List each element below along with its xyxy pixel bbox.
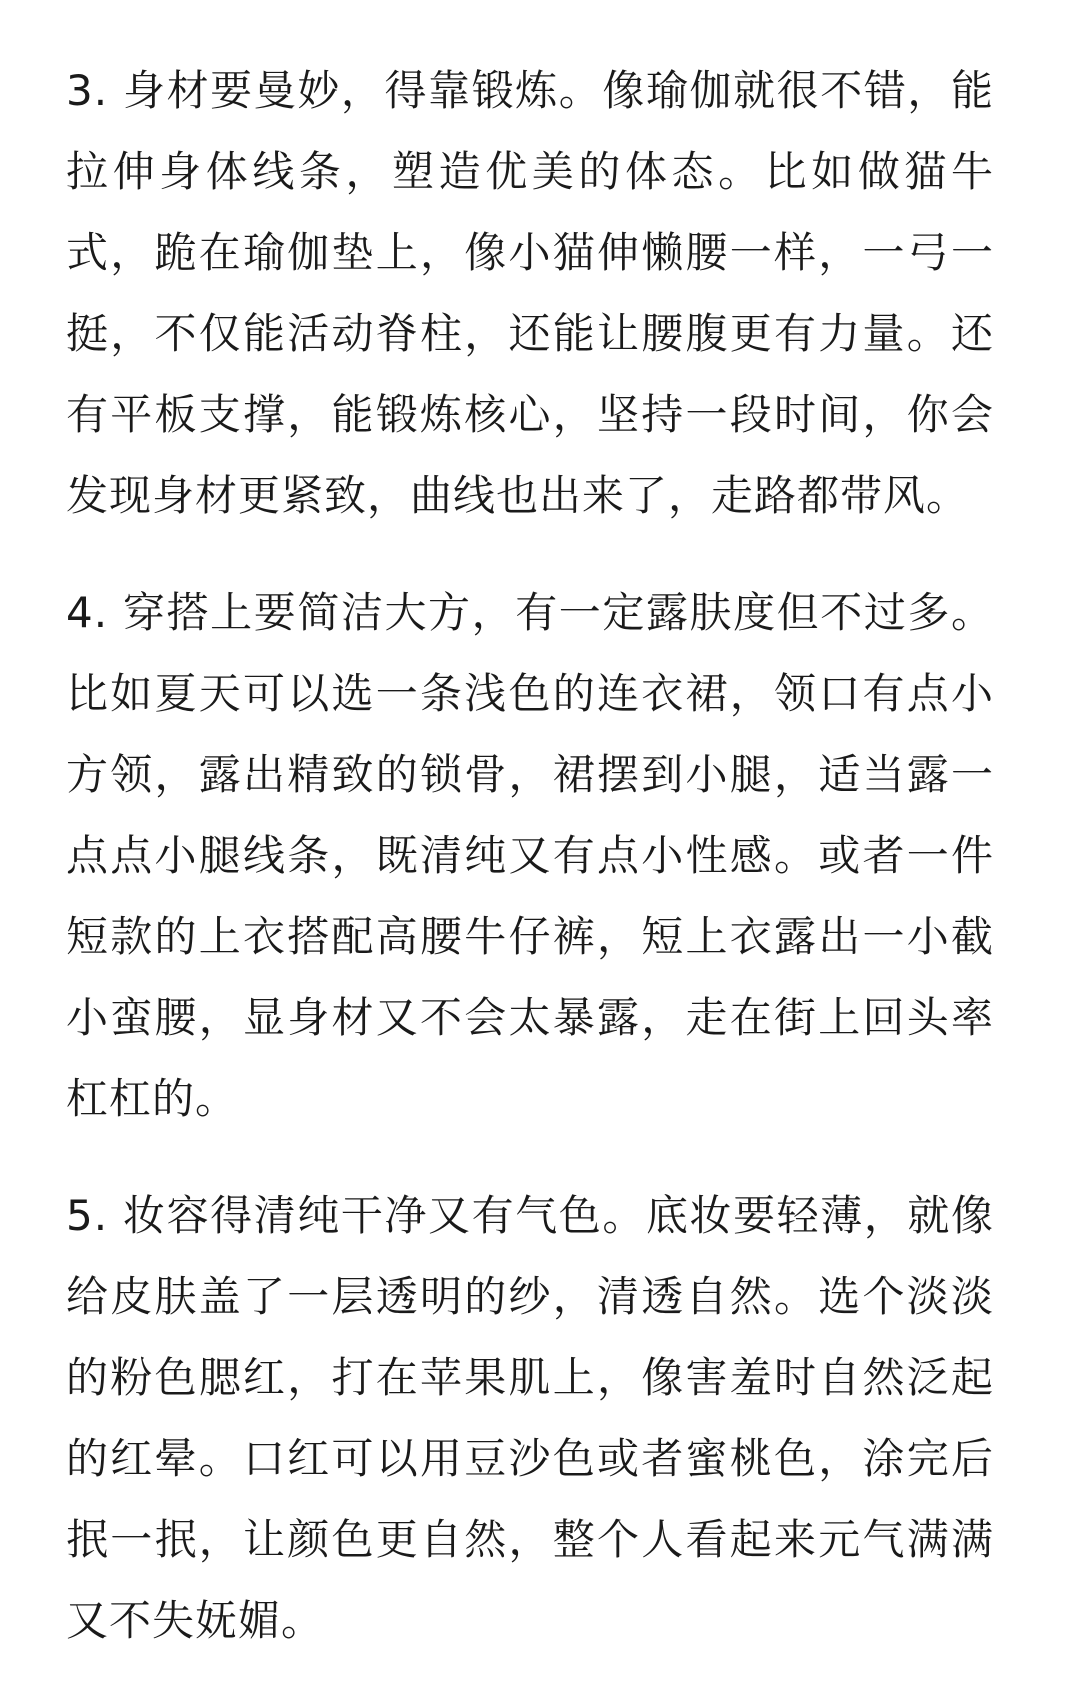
paragraph-outfit-tips: 4. 穿搭上要简洁大方，有一定露肤度但不过多。比如夏天可以选一条浅色的连衣裙，领口有点小方领，露出精致的锁骨，裙摆到小腿，适当露一点点小腿线条，既清纯又有点小性感。或者一件短款的上衣搭配高腰牛仔裤，短上衣露出一小截小蛮腰，显身材又不会太暴露，走在街上回头率杠杠的。: [66, 588, 994, 1123]
paragraph-makeup-tips: 5. 妆容得清纯干净又有气色。底妆要轻薄，就像给皮肤盖了一层透明的纱，清透自然。选个淡淡的粉色腮红，打在苹果肌上，像害羞时自然泛起的红晕。口红可以用豆沙色或者蜜桃色，涂完后抿一抿，让颜色更自然，整个人看起来元气满满又不失妩媚。: [66, 1191, 994, 1645]
paragraph-body-tips: 3. 身材要曼妙，得靠锻炼。像瑜伽就很不错，能拉伸身体线条，塑造优美的体态。比如做猫牛式，跪在瑜伽垫上，像小猫伸懒腰一样，一弓一挺，不仅能活动脊柱，还能让腰腹更有力量。还有平板支撑，能锻炼核心，坚持一段时间，你会发现身材更紧致，曲线也出来了，走路都带风。: [66, 66, 994, 520]
